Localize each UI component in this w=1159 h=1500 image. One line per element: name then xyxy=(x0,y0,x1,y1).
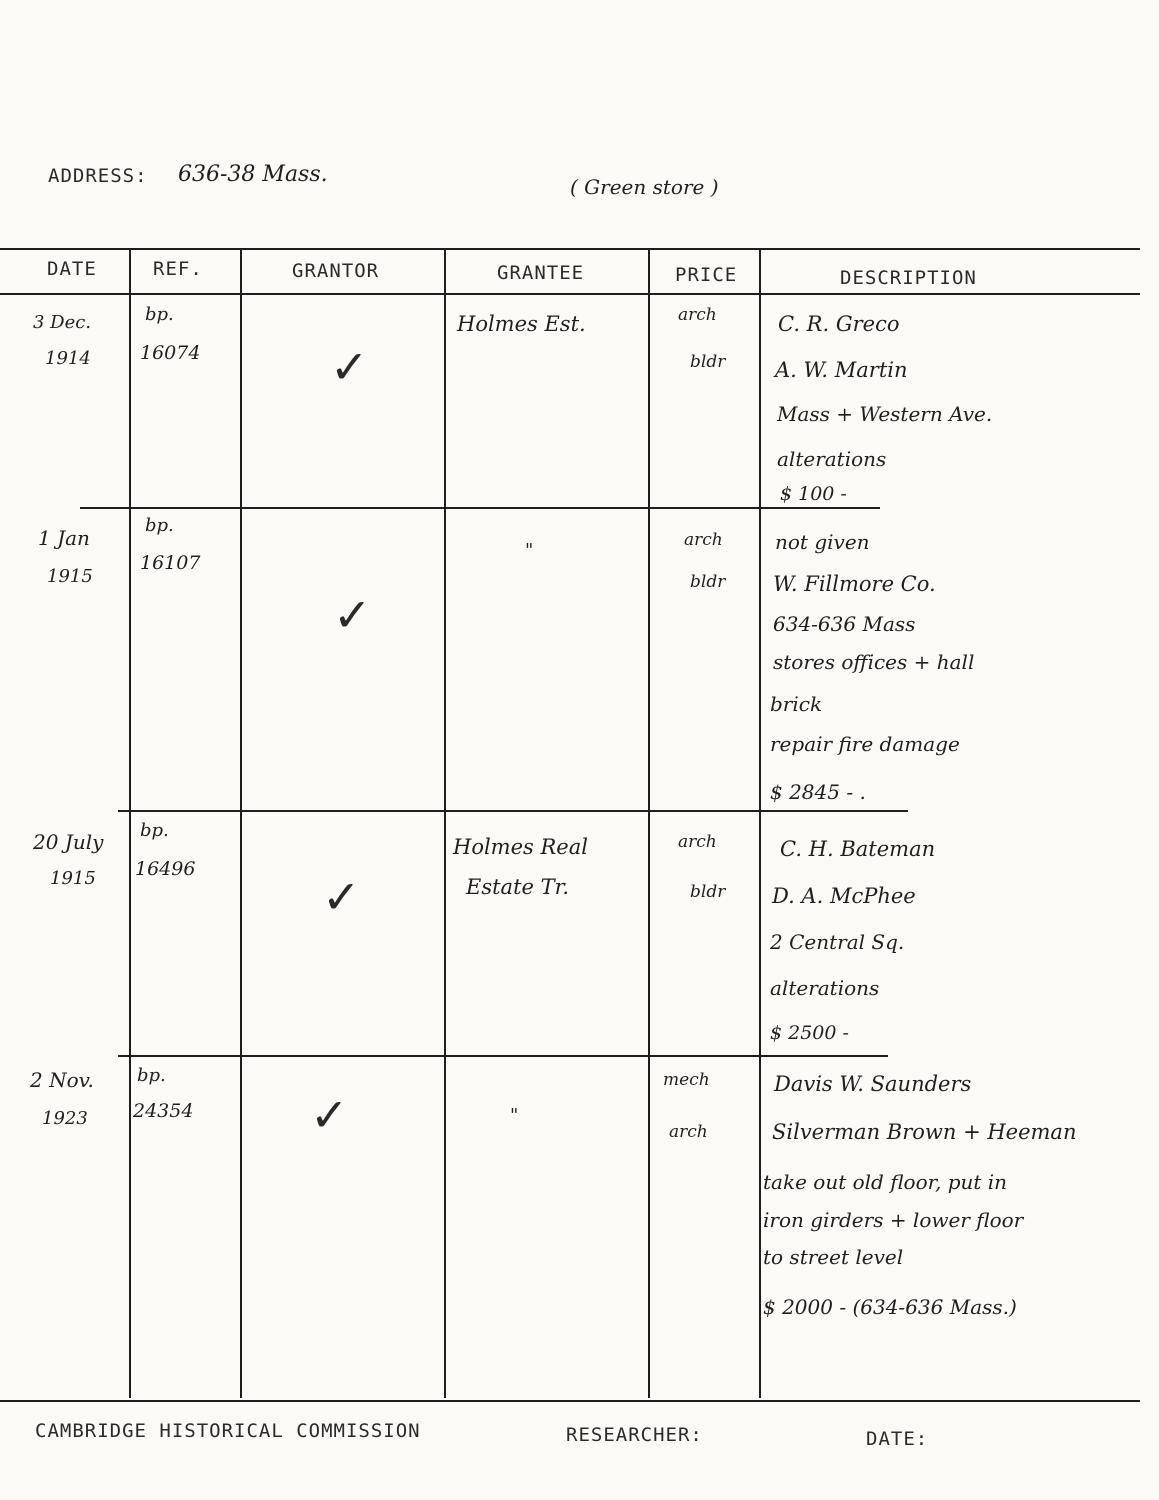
col-header-date: DATE xyxy=(47,258,97,280)
row-rule-3 xyxy=(118,1055,888,1057)
row2-desc-7: $ 2845 - . xyxy=(770,780,866,804)
row2-desc-5: brick xyxy=(770,692,823,716)
col-header-ref: REF. xyxy=(153,258,203,280)
row4-ref-type: bp. xyxy=(137,1065,166,1086)
row2-grantee-1: " xyxy=(525,540,534,561)
row-rule-2 xyxy=(118,810,908,812)
col-rule-5 xyxy=(759,248,761,1398)
row4-desc-1: Davis W. Saunders xyxy=(774,1072,972,1096)
row1-desc-2: A. W. Martin xyxy=(775,358,908,382)
col-rule-4 xyxy=(648,248,650,1398)
row2-desc-3: 634-636 Mass xyxy=(773,612,916,636)
row1-price-2: bldr xyxy=(690,352,726,372)
row4-grantee-1: " xyxy=(510,1105,519,1126)
row1-desc-5: $ 100 - xyxy=(780,483,847,505)
row1-price-1: arch xyxy=(678,305,717,325)
row3-ref-num: 16496 xyxy=(135,858,196,880)
row3-price-1: arch xyxy=(678,832,717,852)
row2-date-day: 1 Jan xyxy=(38,526,90,550)
row2-ref-type: bp. xyxy=(145,515,174,536)
row4-desc-3: take out old floor, put in xyxy=(763,1170,1008,1194)
row3-desc-5: $ 2500 - xyxy=(770,1022,849,1044)
address-note: ( Green store ) xyxy=(570,175,719,199)
row1-desc-1: C. R. Greco xyxy=(778,312,900,336)
row3-ref-type: bp. xyxy=(140,820,169,841)
row1-desc-3: Mass + Western Ave. xyxy=(777,402,993,426)
row-rule-1 xyxy=(80,507,880,509)
row2-price-1: arch xyxy=(684,530,723,550)
row2-ref-num: 16107 xyxy=(140,552,201,574)
row4-ref-num: 24354 xyxy=(133,1100,194,1122)
row4-grantor-check: ✓ xyxy=(310,1088,349,1142)
row3-desc-3: 2 Central Sq. xyxy=(770,930,905,954)
row1-ref-type: bp. xyxy=(145,304,174,325)
col-header-description: DESCRIPTION xyxy=(840,267,977,289)
row1-desc-4: alterations xyxy=(777,447,887,471)
row2-price-2: bldr xyxy=(690,572,726,592)
row4-desc-5: to street level xyxy=(763,1245,904,1269)
row2-desc-1: not given xyxy=(775,530,870,554)
row2-desc-2: W. Fillmore Co. xyxy=(773,572,936,596)
address-value: 636-38 Mass. xyxy=(178,162,328,187)
col-rule-3 xyxy=(444,248,446,1398)
row3-desc-2: D. A. McPhee xyxy=(772,884,916,908)
row1-grantor-check: ✓ xyxy=(330,340,369,394)
row3-date-day: 20 July xyxy=(33,830,104,854)
col-header-price: PRICE xyxy=(675,264,738,286)
table-top-rule xyxy=(0,248,1140,250)
row4-desc-2: Silverman Brown + Heeman xyxy=(772,1120,1077,1144)
col-header-grantor: GRANTOR xyxy=(292,260,380,282)
row3-grantee-2: Estate Tr. xyxy=(466,875,570,899)
address-label: ADDRESS: xyxy=(48,165,148,187)
col-rule-2 xyxy=(240,248,242,1398)
footer-researcher-label: RESEARCHER: xyxy=(566,1424,703,1446)
row2-date-year: 1915 xyxy=(47,566,93,587)
row1-date-year: 1914 xyxy=(45,348,91,369)
row4-price-2: arch xyxy=(669,1122,708,1142)
row4-price-1: mech xyxy=(663,1070,710,1090)
table-bottom-rule xyxy=(0,1400,1140,1402)
header-bottom-rule xyxy=(0,293,1140,295)
row4-date-day: 2 Nov. xyxy=(30,1068,94,1092)
row1-grantee-1: Holmes Est. xyxy=(457,312,586,336)
row4-date-year: 1923 xyxy=(42,1108,88,1129)
row4-desc-4: iron girders + lower floor xyxy=(763,1208,1024,1232)
row3-date-year: 1915 xyxy=(50,868,96,889)
row2-desc-4: stores offices + hall xyxy=(773,650,975,674)
col-rule-1 xyxy=(129,248,131,1398)
row3-grantee-1: Holmes Real xyxy=(453,835,588,859)
footer-date-label: DATE: xyxy=(866,1428,929,1450)
footer-org: CAMBRIDGE HISTORICAL COMMISSION xyxy=(35,1420,421,1442)
col-header-grantee: GRANTEE xyxy=(497,262,585,284)
row3-desc-4: alterations xyxy=(770,976,880,1000)
row1-ref-num: 16074 xyxy=(140,342,201,364)
row2-grantor-check: ✓ xyxy=(333,588,372,642)
row3-grantor-check: ✓ xyxy=(322,870,361,924)
row4-desc-6: $ 2000 - (634-636 Mass.) xyxy=(763,1295,1017,1319)
row3-price-2: bldr xyxy=(690,882,726,902)
row3-desc-1: C. H. Bateman xyxy=(780,837,936,861)
row2-desc-6: repair fire damage xyxy=(770,732,960,756)
row1-date-day: 3 Dec. xyxy=(33,312,92,333)
